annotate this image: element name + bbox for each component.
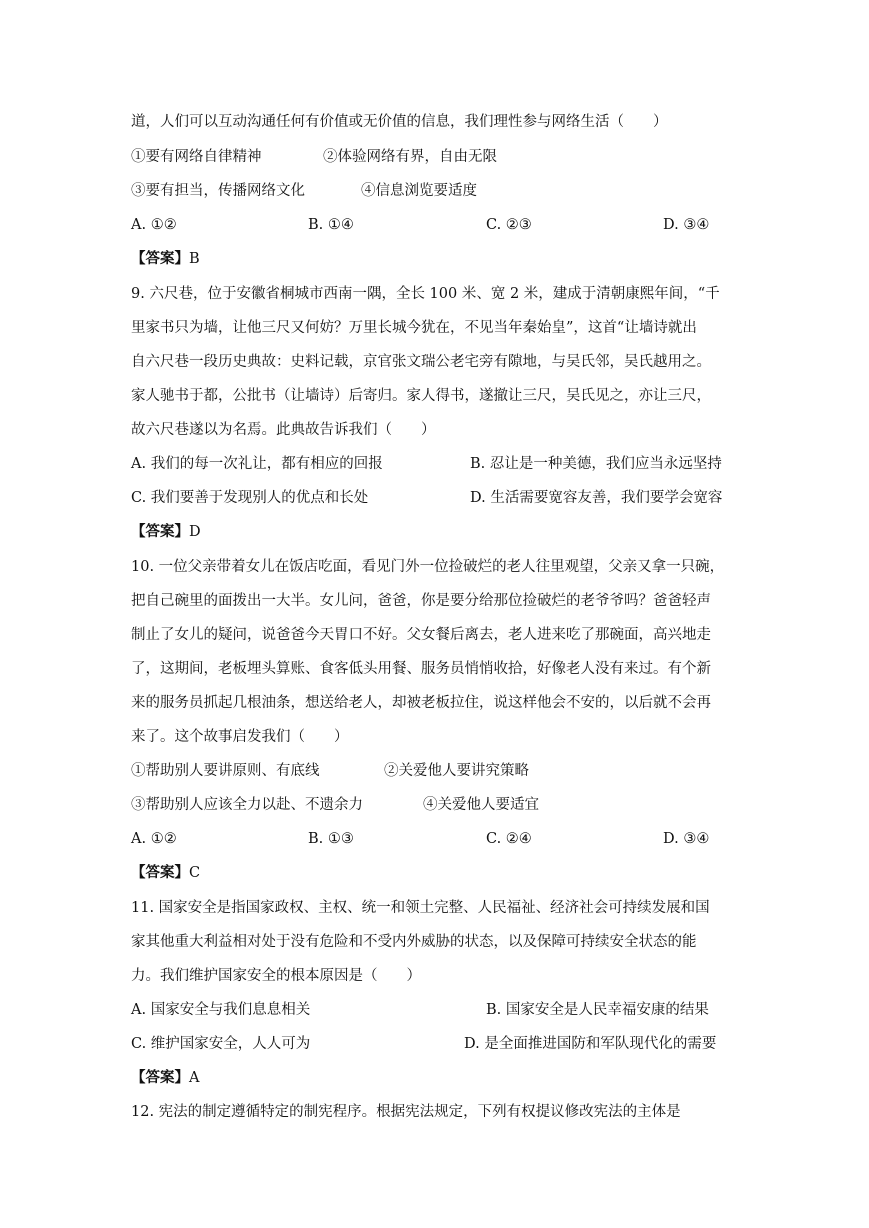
q10-line-3: 制止了女儿的疑问，说爸爸今天胃口不好。父女餐后离去，老人进来吃了那碗面，高兴地走 bbox=[131, 627, 711, 643]
answer-value: B bbox=[189, 251, 200, 267]
q11-option-c: C. 维护国家安全，人人可为 bbox=[131, 1036, 311, 1052]
answer-value: A bbox=[189, 1070, 200, 1086]
q10-choice-1: ①帮助别人要讲原则、有底线 bbox=[131, 763, 320, 779]
q10-choice-3: ③帮助别人应该全力以赴、不遗余力 bbox=[131, 797, 363, 813]
q11-option-d: D. 是全面推进国防和军队现代化的需要 bbox=[464, 1036, 717, 1052]
q9-option-b: B. 忍让是一种美德，我们应当永远坚持 bbox=[470, 456, 722, 472]
q9-option-d: D. 生活需要宽容友善，我们要学会宽容 bbox=[470, 490, 723, 506]
q11-line-1: 11. 国家安全是指国家政权、主权、统一和领土完整、人民福祉、经济社会可持续发展和国 bbox=[131, 900, 710, 916]
q11-line-3: 力。我们维护国家安全的根本原因是（ ） bbox=[131, 968, 421, 984]
answer-label: 【答案】 bbox=[131, 523, 189, 540]
q11-line-2: 家其他重大利益相对处于没有危险和不受内外威胁的状态，以及保障可持续安全状态的能 bbox=[131, 934, 697, 950]
q9-line-1: 9. 六尺巷，位于安徽省桐城市西南一隅，全长 100 米、宽 2 米，建成于清朝康熙年间，“千 bbox=[131, 286, 720, 302]
q10-option-c: C. ②④ bbox=[486, 831, 532, 847]
q9-option-a: A. 我们的每一次礼让，都有相应的回报 bbox=[131, 456, 383, 472]
q8-choice-1: ①要有网络自律精神 bbox=[131, 149, 262, 165]
q8-answer bbox=[131, 249, 200, 269]
q11-option-b: B. 国家安全是人民幸福安康的结果 bbox=[486, 1002, 709, 1018]
answer-value: C bbox=[189, 865, 201, 881]
q10-line-1: 10. 一位父亲带着女儿在饭店吃面，看见门外一位捡破烂的老人往里观望，父亲又拿一只碗， bbox=[131, 559, 725, 575]
q8-choice-3: ③要有担当，传播网络文化 bbox=[131, 183, 305, 199]
q10-line-2: 把自己碗里的面拨出一大半。女儿问，爸爸，你是要分给那位捡破烂的老爷爷吗？爸爸轻声 bbox=[131, 593, 711, 609]
answer-label: 【答案】 bbox=[131, 250, 189, 267]
q10-option-b: B. ①③ bbox=[308, 831, 354, 847]
q9-option-c: C. 我们要善于发现别人的优点和长处 bbox=[131, 490, 369, 506]
q8-option-b: B. ①④ bbox=[308, 217, 354, 233]
q8-choice-4: ④信息浏览要适度 bbox=[361, 183, 477, 199]
q10-answer bbox=[131, 863, 200, 883]
q9-line-5: 故六尺巷遂以为名焉。此典故告诉我们（ ） bbox=[131, 422, 436, 438]
q8-option-d: D. ③④ bbox=[663, 217, 710, 233]
q9-line-2: 里家书只为墙，让他三尺又何妨？万里长城今犹在，不见当年秦始皇”，这首“让墙诗就出 bbox=[131, 320, 697, 336]
q8-stem-tail: 道，人们可以互动沟通任何有价值或无价值的信息，我们理性参与网络生活（ ） bbox=[131, 114, 668, 130]
answer-label: 【答案】 bbox=[131, 864, 189, 881]
q8-choice-2: ②体验网络有界，自由无限 bbox=[323, 149, 497, 165]
q9-line-3: 自六尺巷一段历史典故：史料记载，京官张文瑞公老宅旁有隙地，与吴氏邻，吴氏越用之。 bbox=[131, 354, 711, 370]
answer-value: D bbox=[189, 524, 201, 540]
answer-label: 【答案】 bbox=[131, 1069, 189, 1086]
q10-line-6: 来了。这个故事启发我们（ ） bbox=[131, 729, 349, 745]
q11-option-a: A. 国家安全与我们息息相关 bbox=[131, 1002, 311, 1018]
q9-line-4: 家人驰书于都，公批书（让墙诗）后寄归。家人得书，遂撤让三尺，吴氏见之，亦让三尺， bbox=[131, 388, 711, 404]
q10-line-4: 了，这期间，老板埋头算账、食客低头用餐、服务员悄悄收拾，好像老人没有来过。有个新 bbox=[131, 661, 711, 677]
q10-option-a: A. ①② bbox=[131, 831, 177, 847]
q8-option-c: C. ②③ bbox=[486, 217, 532, 233]
q8-option-a: A. ①② bbox=[131, 217, 177, 233]
q10-choice-4: ④关爱他人要适宜 bbox=[423, 797, 539, 813]
q10-line-5: 来的服务员抓起几根油条，想送给老人，却被老板拉住，说这样他会不安的，以后就不会再 bbox=[131, 695, 711, 711]
q10-choice-2: ②关爱他人要讲究策略 bbox=[384, 763, 529, 779]
q9-answer bbox=[131, 522, 201, 542]
q12-line-1: 12. 宪法的制定遵循特定的制宪程序。根据宪法规定，下列有权提议修改宪法的主体是 bbox=[131, 1104, 681, 1120]
q11-answer bbox=[131, 1068, 199, 1088]
q10-option-d: D. ③④ bbox=[663, 831, 710, 847]
